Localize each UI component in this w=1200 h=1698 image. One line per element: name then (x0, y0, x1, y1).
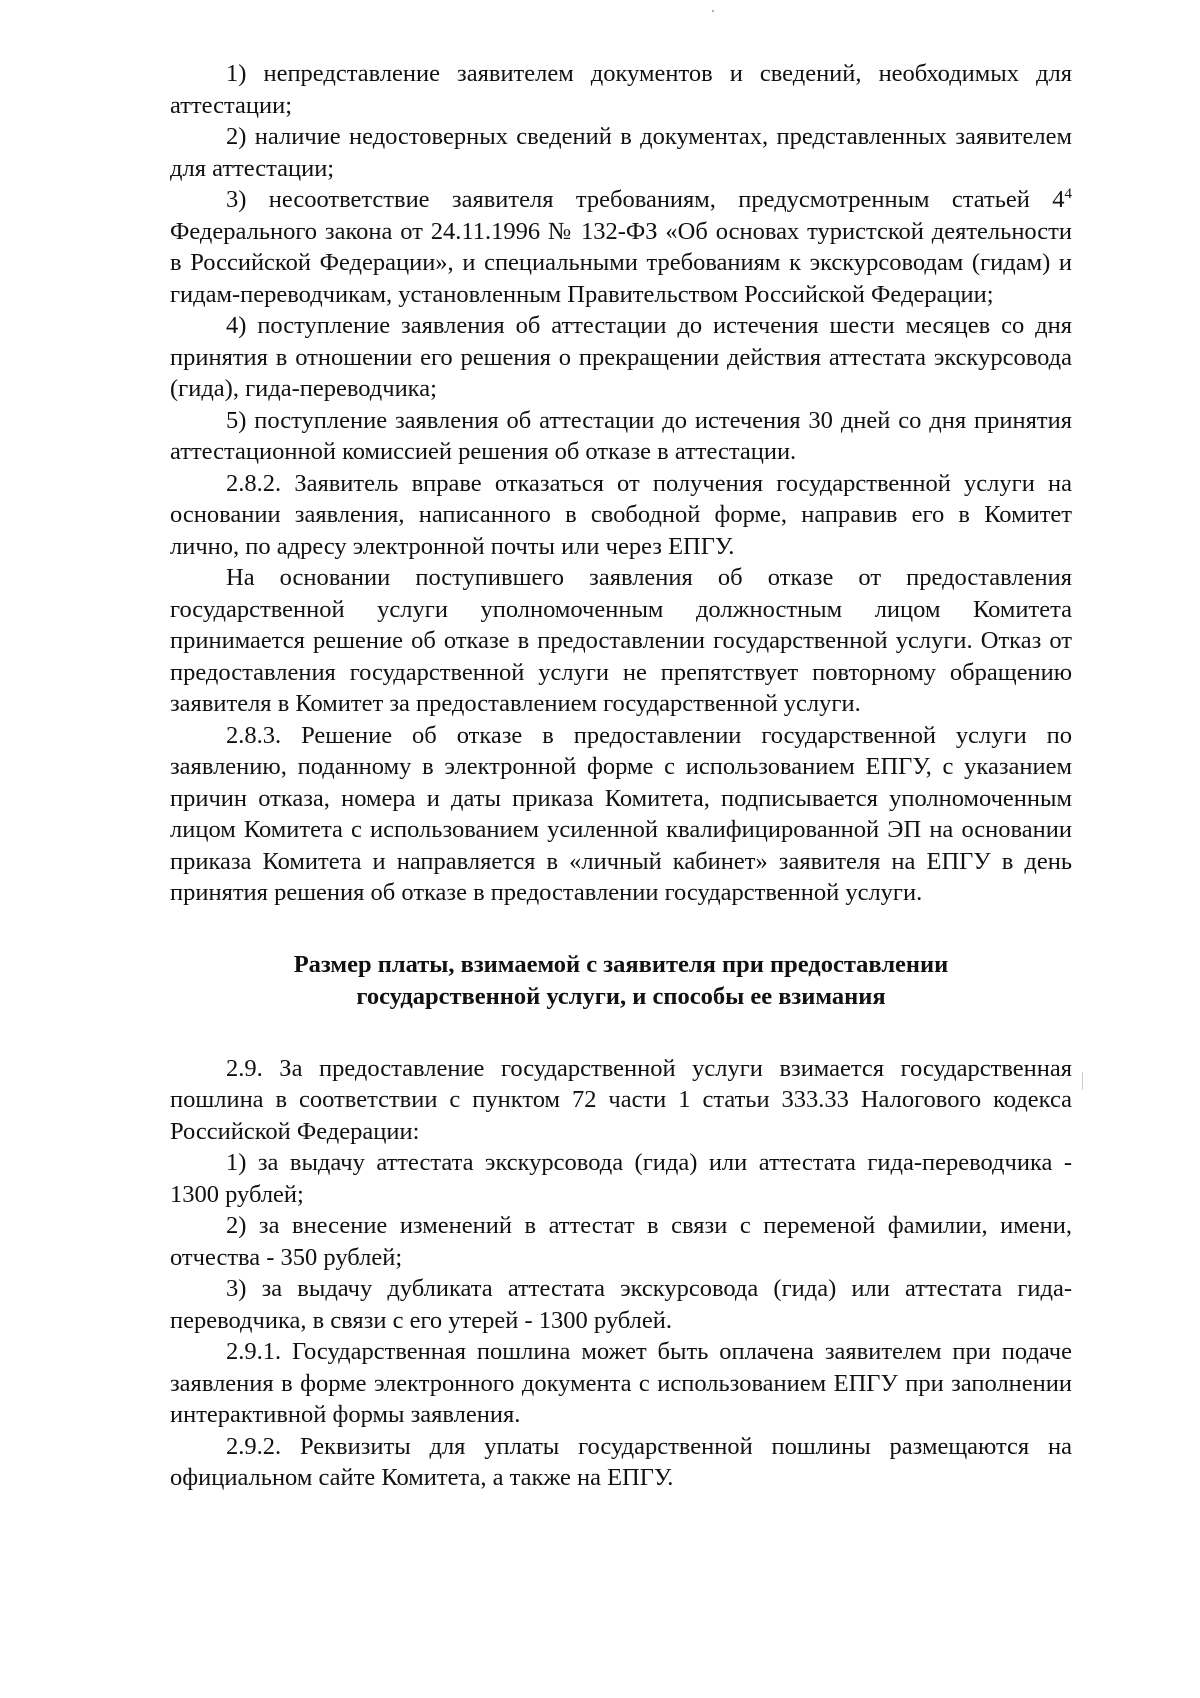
superscript: 4 (1064, 185, 1072, 202)
paragraph-2-9-1: 2.9.1. Государственная пошлина может быть оплачена заявителем при подаче заявления в форме электронного документа с использованием ЕПГУ при заполнении интерактивной формы заявления. (170, 1338, 1072, 1428)
paragraph-2-8-2: 2.8.2. Заявитель вправе отказаться от получения государственной услуги на основании заявления, написанного в свободной форме, направив его в Комитет лично, по адресу электронной почты или через ЕПГУ. (170, 469, 1072, 560)
paragraph-4: 4) поступление заявления об аттестации до истечения шести месяцев со дня принятия в отношении его решения о прекращении действия аттестата экскурсовода (гида), гида-переводчика; (170, 312, 1072, 402)
scan-speck (712, 10, 714, 12)
fee-item-1: 1) за выдачу аттестата экскурсовода (гида) или аттестата гида-переводчика - 1300 рублей; (170, 1149, 1072, 1208)
section-heading-line-1: Размер платы, взимаемой с заявителя при предоставлении (293, 950, 949, 978)
paragraph-3-end: Федерального закона от 24.11.1996 № 132-ФЗ «Об основах туристской деятельности в Российской Федерации», и специальными требованиям к экскурсоводам (гидам) и гидам-переводчикам, установленным Правительством Российской Федерации; (170, 217, 1072, 308)
section-heading (170, 949, 1072, 1013)
scan-speck (1082, 1072, 1083, 1090)
paragraph-2-9-2: 2.9.2. Реквизиты для уплаты государственной пошлины размещаются на официальном сайте Комитета, а также на ЕПГУ. (170, 1432, 1072, 1491)
fee-item-2: 2) за внесение изменений в аттестат в связи с переменой фамилии, имени, отчества - 350 рублей; (170, 1212, 1072, 1271)
paragraph-1: 1) непредставление заявителем документов и сведений, необходимых для аттестации; (170, 60, 1072, 119)
section-heading-line-2: государственной услуги, и способы ее взимания (356, 982, 886, 1010)
fee-item-3: 3) за выдачу дубликата аттестата экскурсовода (гида) или аттестата гида-переводчика, в связи с его утерей - 1300 рублей. (170, 1275, 1072, 1334)
paragraph-2: 2) наличие недостоверных сведений в документах, представленных заявителем для аттестации; (170, 123, 1072, 182)
paragraph-2-8-3: 2.8.3. Решение об отказе в предоставлении государственной услуги по заявлению, поданному в электронной форме с использованием ЕПГУ, с указанием причин отказа, номера и даты приказа Комитета, подписывается уполномоченным лицом Комитета с использованием усиленной квалифицированной ЭП на основании приказа Комитета и направляется в «личный кабинет» заявителя на ЕПГУ в день принятия решения об отказе в предоставлении государственной услуги. (170, 721, 1072, 906)
paragraph-2-9: 2.9. За предоставление государственной услуги взимается государственная пошлина в соответствии с пунктом 72 части 1 статьи 333.33 Налогового кодекса Российской Федерации: (170, 1054, 1072, 1145)
paragraph-3-start: 3) несоответствие заявителя требованиям, предусмотренным статьей 4 (226, 186, 1065, 213)
paragraph-refusal-decision: На основании поступившего заявления об отказе от предоставления государственной услуги уполномоченным должностным лицом Комитета принимается решение об отказе в предоставлении государственной услуги. Отказ от предоставления государственной услуги не препятствует повторному обращению заявителя в Комитет за предоставлением государственной услуги. (170, 564, 1072, 717)
paragraph-3 (170, 184, 1072, 310)
paragraph-5: 5) поступление заявления об аттестации до истечения 30 дней со дня принятия аттестационной комиссией решения об отказе в аттестации. (170, 406, 1072, 465)
